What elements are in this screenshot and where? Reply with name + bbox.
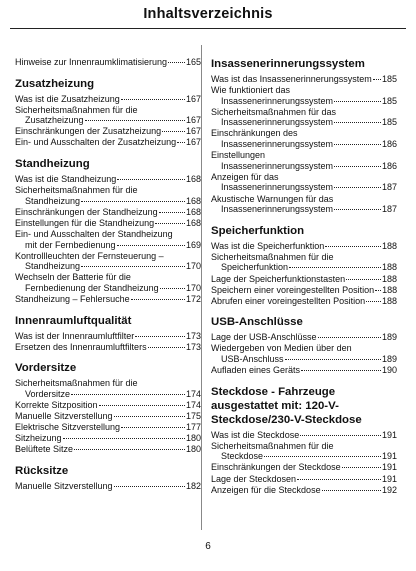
- entry-text: Sitzheizung: [15, 433, 62, 444]
- entry-text: Anzeigen für das: [211, 171, 279, 182]
- dot-leader: [114, 416, 185, 417]
- dot-leader: [334, 122, 381, 123]
- toc-entry[interactable]: [211, 285, 397, 296]
- entry-page-number: 174: [185, 388, 201, 399]
- entry-page-number: 175: [185, 411, 201, 422]
- entry-page-number: 180: [185, 444, 201, 455]
- dot-leader: [334, 209, 381, 210]
- toc-entry[interactable]: [15, 207, 201, 218]
- section-heading: Vordersitze: [15, 362, 77, 375]
- dot-leader: [85, 120, 185, 121]
- entry-page-number: 182: [185, 481, 201, 492]
- toc-section: [15, 464, 201, 492]
- toc-entry[interactable]: [211, 150, 397, 171]
- entry-text: USB-Anschluss: [221, 353, 284, 364]
- entry-text: Lage der Steckdosen: [211, 473, 297, 484]
- dot-leader: [301, 370, 381, 371]
- entry-page-number: 180: [185, 433, 201, 444]
- page-number: 6: [205, 541, 211, 552]
- toc-entry[interactable]: [15, 411, 201, 422]
- section-heading: USB-Anschlüsse: [211, 316, 303, 329]
- entry-page-number: 173: [185, 341, 201, 352]
- entry-text: Sicherheitsmaßnahmen für die: [15, 378, 138, 389]
- entry-text: mit der Fernbedienung: [25, 239, 116, 250]
- toc-section: [15, 361, 201, 455]
- dot-leader: [325, 246, 381, 247]
- dot-leader: [117, 179, 185, 180]
- entry-text: Wiedergeben von Medien über den: [211, 343, 352, 354]
- toc-section: [15, 157, 201, 305]
- dot-leader: [373, 79, 381, 80]
- entry-text: Standheizung – Fehlersuche: [15, 294, 130, 305]
- entry-text: Wie funktioniert das: [211, 85, 291, 96]
- toc-entry[interactable]: [15, 105, 201, 126]
- toc-entry[interactable]: [15, 126, 201, 137]
- dot-leader: [117, 245, 185, 246]
- column-divider: [201, 45, 202, 530]
- toc-entry[interactable]: [15, 57, 201, 68]
- dot-leader: [297, 479, 381, 480]
- dot-leader: [160, 288, 185, 289]
- toc-entry[interactable]: [211, 365, 397, 376]
- entry-text: Insassenerinnerungssystem: [221, 160, 334, 171]
- entry-text: Belüftete Sitze: [15, 444, 74, 455]
- toc-entry[interactable]: [211, 274, 397, 285]
- toc-entry[interactable]: [211, 474, 397, 485]
- entry-page-number: 185: [381, 117, 397, 128]
- entry-text: Korrekte Sitzposition: [15, 400, 98, 411]
- section-heading: Zusatzheizung: [15, 77, 95, 90]
- entry-text: Zusatzheizung: [25, 115, 84, 126]
- entry-text: Was ist der Innenraumluftfilter: [15, 330, 135, 341]
- entry-page-number: 167: [185, 126, 201, 137]
- toc-left-column: [15, 57, 201, 501]
- dot-leader: [366, 301, 381, 302]
- toc-entry[interactable]: [15, 251, 201, 272]
- entry-page-number: 187: [381, 204, 397, 215]
- toc-entry[interactable]: [15, 185, 201, 206]
- dot-leader: [81, 201, 185, 202]
- entry-text: Einschränkungen der Standheizung: [15, 206, 158, 217]
- dot-leader: [159, 212, 185, 213]
- dot-leader: [334, 187, 381, 188]
- toc-entry[interactable]: [15, 294, 201, 305]
- dot-leader: [155, 223, 185, 224]
- toc-entry[interactable]: [211, 343, 397, 364]
- entry-text: Insassenerinnerungssystem: [221, 182, 334, 193]
- toc-entry[interactable]: [15, 174, 201, 185]
- entry-page-number: 170: [185, 283, 201, 293]
- entry-page-number: 168: [185, 206, 201, 217]
- entry-text: Einstellungen für die Standheizung: [15, 217, 155, 228]
- entry-page-number: 170: [185, 261, 201, 272]
- dot-leader: [318, 337, 381, 338]
- toc-section: [211, 315, 397, 375]
- entry-text: Lage der Speicherfunktionstasten: [211, 273, 346, 284]
- entry-text: Ersetzen des Innenraumluftfilters: [15, 341, 147, 352]
- entry-page-number: 189: [381, 332, 397, 343]
- dot-leader: [74, 449, 185, 450]
- entry-page-number: 173: [185, 330, 201, 341]
- entry-text: Einschränkungen des: [211, 128, 298, 139]
- toc-entry[interactable]: [15, 481, 201, 492]
- entry-page-number: 177: [185, 422, 201, 433]
- entry-page-number: 186: [381, 139, 397, 150]
- entry-page-number: 188: [381, 240, 397, 251]
- entry-text: Sicherheitsmaßnahmen für die: [15, 185, 138, 196]
- entry-page-number: 172: [185, 294, 201, 305]
- dot-leader: [342, 467, 381, 468]
- entry-text: Sicherheitsmaßnahmen für die: [211, 440, 334, 451]
- entry-page-number: 188: [381, 262, 397, 273]
- entry-text: Sicherheitsmaßnahmen für das: [211, 106, 337, 117]
- toc-entry[interactable]: [211, 462, 397, 473]
- toc-entry[interactable]: [15, 218, 201, 229]
- entry-page-number: 165: [185, 57, 201, 67]
- toc-entry[interactable]: [15, 422, 201, 433]
- entry-page-number: 167: [185, 115, 201, 126]
- entry-page-number: 185: [381, 74, 397, 84]
- dot-leader: [300, 435, 381, 436]
- dot-leader: [334, 166, 381, 167]
- entry-text: Speicherfunktion: [221, 262, 289, 273]
- dot-leader: [81, 266, 185, 267]
- entry-text: Ein- und Ausschalten der Zusatzheizung: [15, 137, 177, 148]
- entry-page-number: 188: [381, 273, 397, 284]
- entry-page-number: 169: [185, 239, 201, 250]
- dot-leader: [168, 62, 185, 63]
- entry-page-number: 168: [185, 195, 201, 206]
- entry-page-number: 191: [381, 462, 397, 473]
- entry-text: Manuelle Sitzverstellung: [15, 481, 113, 492]
- toc-entry[interactable]: [211, 332, 397, 343]
- entry-text: Was ist das Insassenerinnerungssystem: [211, 74, 372, 84]
- section-heading: Standheizung: [15, 158, 90, 171]
- entry-text: Insassenerinnerungssystem: [221, 204, 334, 215]
- toc-section: [211, 57, 397, 215]
- entry-text: Elektrische Sitzverstellung: [15, 422, 121, 433]
- toc-entry[interactable]: [15, 342, 201, 353]
- dot-leader: [322, 490, 381, 491]
- entry-text: Hinweise zur Innenraumklimatisierung: [15, 57, 168, 67]
- dot-leader: [375, 290, 381, 291]
- entry-page-number: 188: [381, 295, 397, 306]
- entry-page-number: 192: [381, 484, 397, 495]
- toc-entry[interactable]: [15, 444, 201, 455]
- title-rule: [10, 28, 406, 29]
- section-heading: Speicherfunktion: [211, 224, 305, 237]
- dot-leader: [289, 267, 381, 268]
- entry-page-number: 167: [185, 137, 201, 148]
- entry-page-number: 189: [381, 353, 397, 364]
- dot-leader: [71, 394, 185, 395]
- section-heading: Rücksitze: [15, 465, 69, 478]
- entry-text: Sicherheitsmaßnahmen für die: [211, 251, 334, 262]
- toc-entry[interactable]: [15, 272, 201, 293]
- entry-page-number: 191: [381, 451, 397, 462]
- entry-text: Akustische Warnungen für das: [211, 193, 334, 204]
- toc-entry[interactable]: [211, 296, 397, 307]
- toc-entry[interactable]: [211, 107, 397, 128]
- entry-page-number: 185: [381, 95, 397, 106]
- dot-leader: [334, 101, 381, 102]
- toc-entry[interactable]: [211, 430, 397, 441]
- entry-text: Standheizung: [25, 195, 81, 206]
- entry-page-number: 168: [185, 217, 201, 228]
- toc-entry[interactable]: [211, 172, 397, 193]
- entry-page-number: 167: [185, 93, 201, 104]
- toc-entry[interactable]: [211, 485, 397, 496]
- toc-entry[interactable]: [211, 194, 397, 215]
- toc-entry[interactable]: [15, 433, 201, 444]
- entry-text: Einschränkungen der Zusatzheizung: [15, 126, 162, 137]
- toc-entry[interactable]: [211, 252, 397, 273]
- entry-page-number: 187: [381, 182, 397, 193]
- entry-page-number: 186: [381, 160, 397, 171]
- entry-text: Manuelle Sitzverstellung: [15, 411, 113, 422]
- entry-text: Fernbedienung der Standheizung: [25, 283, 159, 293]
- toc-entry[interactable]: [15, 94, 201, 105]
- section-heading: Insassenerinnerungssystem: [211, 58, 365, 70]
- entry-text: Was ist die Steckdose: [211, 429, 300, 440]
- dot-leader: [285, 359, 381, 360]
- entry-text: Vordersitze: [25, 388, 71, 399]
- entry-text: Einstellungen: [211, 150, 266, 161]
- toc-entry[interactable]: [211, 128, 397, 149]
- dot-leader: [334, 144, 381, 145]
- entry-text: Insassenerinnerungssystem: [221, 139, 334, 150]
- dot-leader: [162, 131, 185, 132]
- entry-page-number: 188: [382, 284, 398, 295]
- dot-leader: [148, 347, 185, 348]
- entry-page-number: 190: [381, 365, 397, 376]
- entry-text: Was ist die Standheizung: [15, 174, 117, 185]
- toc-entry[interactable]: [211, 441, 397, 462]
- page-title: Inhaltsverzeichnis: [143, 6, 273, 22]
- dot-leader: [63, 438, 185, 439]
- entry-text: Sicherheitsmaßnahmen für die: [15, 104, 138, 115]
- entry-text: Wechseln der Batterie für die: [15, 272, 131, 283]
- toc-entry[interactable]: [15, 229, 201, 250]
- dot-leader: [135, 336, 185, 337]
- entry-text: Aufladen eines Geräts: [211, 365, 301, 376]
- entry-text: Standheizung: [25, 261, 81, 272]
- entry-text: Ein- und Ausschalten der Standheizung: [15, 229, 173, 240]
- toc-section: [15, 77, 201, 148]
- dot-leader: [121, 99, 185, 100]
- entry-text: Einschränkungen der Steckdose: [211, 462, 341, 473]
- dot-leader: [121, 427, 185, 428]
- toc-entry[interactable]: [15, 331, 201, 342]
- entry-page-number: 191: [381, 473, 397, 484]
- entry-page-number: 191: [381, 429, 397, 440]
- section-heading: Steckdose - Fahrzeuge ausgestattet mit: 120-V-Steckdose/230-V-Steckdose: [211, 385, 362, 426]
- entry-text: Steckdose: [221, 451, 264, 462]
- entry-text: Speichern einer voreingestellten Position: [211, 284, 375, 295]
- entry-page-number: 174: [185, 400, 201, 411]
- dot-leader: [99, 405, 185, 406]
- dot-leader: [114, 486, 185, 487]
- entry-text: Was ist die Speicherfunktion: [211, 240, 325, 251]
- toc-entry[interactable]: [211, 241, 397, 252]
- toc-entry[interactable]: [211, 85, 397, 106]
- section-heading: Innenraumluftqualität: [15, 314, 132, 327]
- toc-section: [211, 224, 397, 307]
- toc-right-column: [211, 57, 397, 504]
- entry-text: Was ist die Zusatzheizung: [15, 93, 120, 104]
- dot-leader: [177, 142, 185, 143]
- toc-entry[interactable]: [15, 400, 201, 411]
- dot-leader: [131, 299, 185, 300]
- entry-text: Abrufen einer voreingestellten Position: [211, 295, 366, 306]
- entry-page-number: 168: [185, 174, 201, 185]
- dot-leader: [346, 279, 381, 280]
- toc-entry[interactable]: [211, 74, 397, 85]
- toc-section: [15, 314, 201, 353]
- toc-entry[interactable]: [15, 378, 201, 399]
- toc-section: [211, 385, 397, 496]
- entry-text: Kontrollleuchten der Fernsteuerung –: [15, 250, 164, 261]
- entry-text: Lage der USB-Anschlüsse: [211, 332, 317, 343]
- entry-text: Insassenerinnerungssystem: [221, 117, 334, 128]
- entry-text: Insassenerinnerungssystem: [221, 95, 334, 106]
- toc-section: [15, 57, 201, 68]
- toc-entry[interactable]: [15, 137, 201, 148]
- entry-text: Anzeigen für die Steckdose: [211, 484, 321, 495]
- dot-leader: [264, 456, 381, 457]
